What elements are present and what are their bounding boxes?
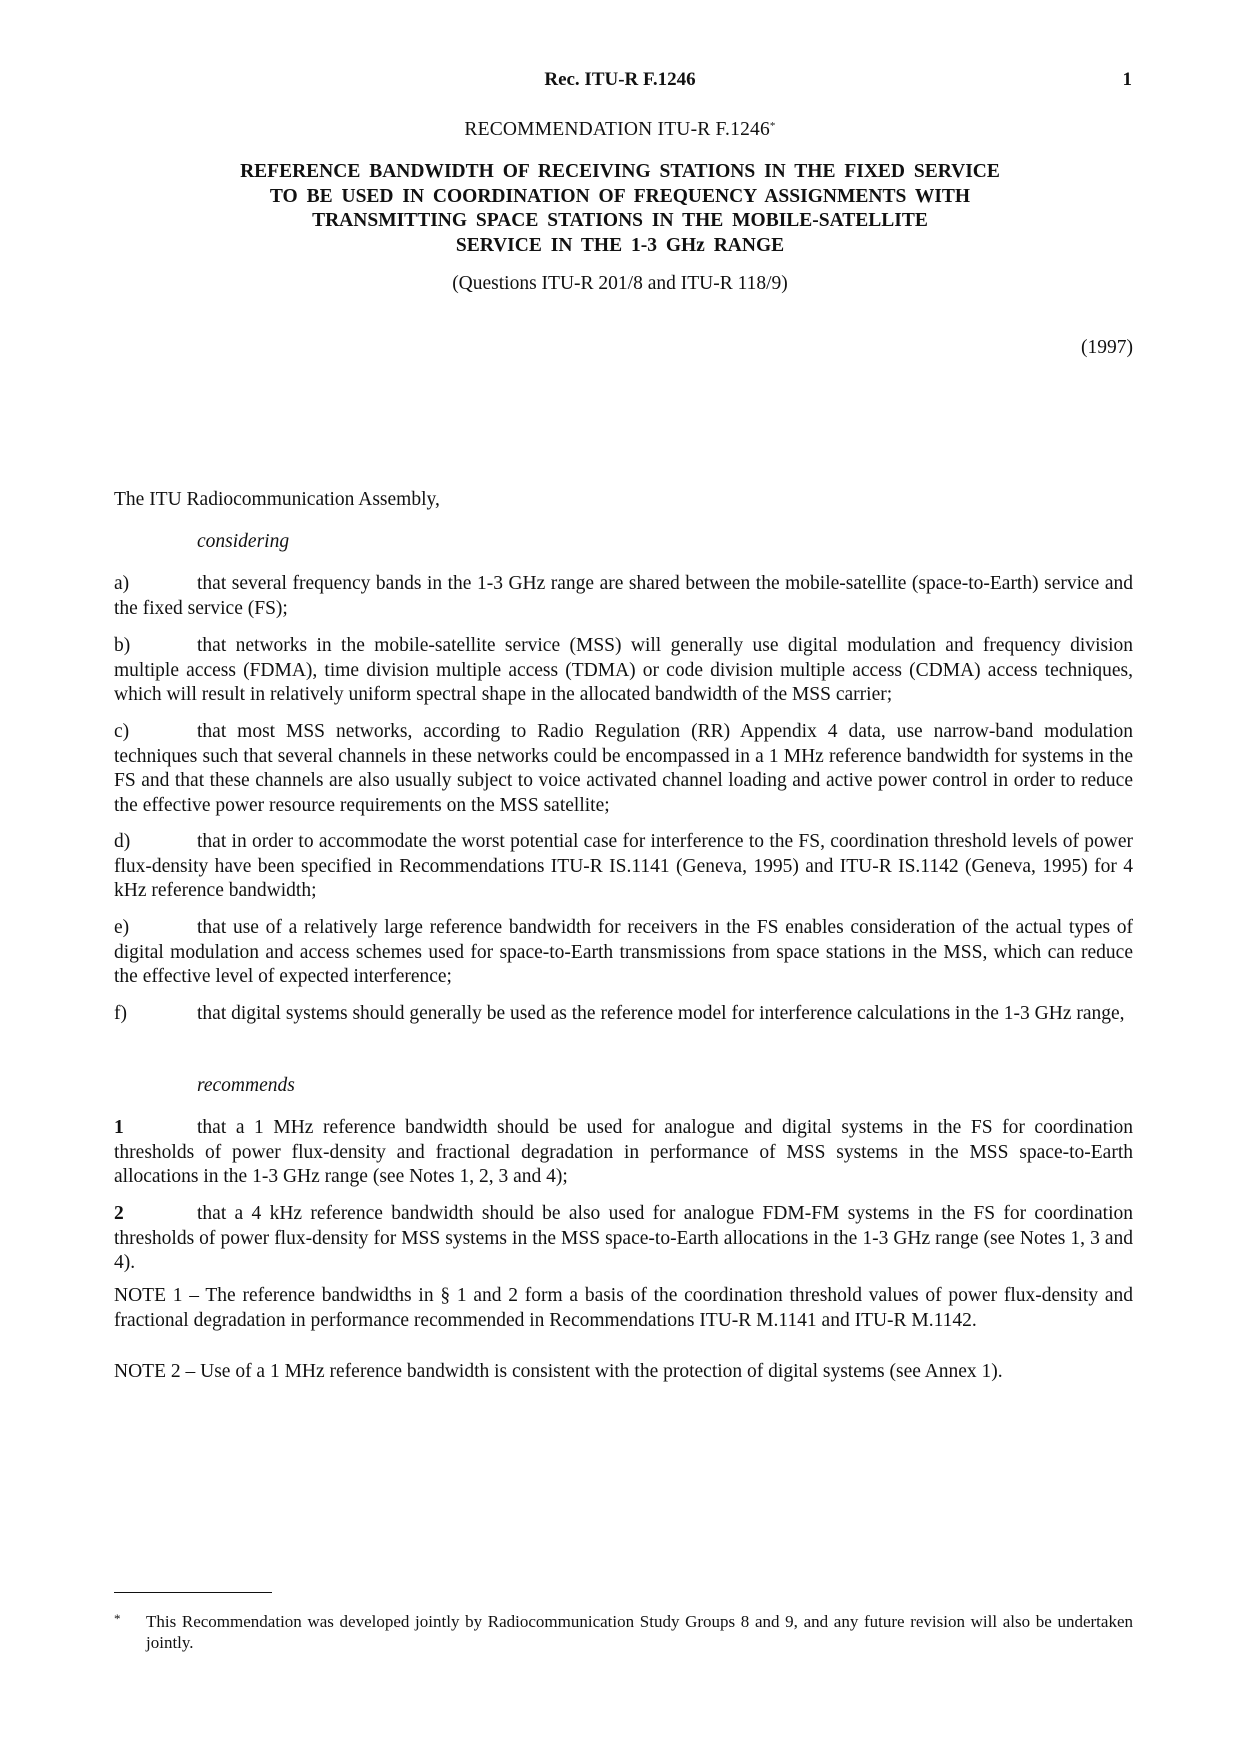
item-text: that in order to accommodate the worst potential case for interference to the FS, coordination threshold levels of power flux-density have been specified in Recommendations ITU-R IS.1141 (Geneva, 1995) and ITU-R IS.1142 (Geneva, 1995) for 4 kHz reference bandwidth; [114,831,1133,901]
recommends-item-1 [114,1116,1133,1190]
paragraph [114,916,1133,990]
considering-item-c [114,720,1133,818]
title-line: TO BE USED IN COORDINATION OF FREQUENCY ASSIGNMENTS WITH [269,185,971,207]
note-text: NOTE 2 – Use of a 1 MHz reference bandwidth is consistent with the protection of digital systems (see Annex 1). [114,1361,1003,1382]
considering-item-b [114,634,1133,708]
approval-year: (1997) [1081,337,1133,358]
recommendation-number [0,118,1240,143]
item-text: that several frequency bands in the 1-3 GHz range are shared between the mobile-satellite (space-to-Earth) service and the fixed service (FS); [114,573,1133,619]
paragraph [114,1116,1133,1190]
paragraph [114,1002,1133,1027]
footnote-reference-mark: * [769,120,776,132]
paragraph [114,1202,1133,1276]
assembly-line [114,488,1133,513]
running-title: Rec. ITU-R F.1246 [544,69,696,90]
item-text: that most MSS networks, according to Radio Regulation (RR) Appendix 4 data, use narrow-band modulation techniques such that several channels in these networks could be encompassed in a 1 MHz reference bandwidth for systems in the FS and that these channels are also usually subject to voice activated channel loading and active power control in order to reduce the effective power resource requirements on the MSS satellite; [114,721,1133,816]
page-number: 1 [1122,69,1132,90]
considering-item-f [114,1002,1133,1027]
item-label: b) [114,635,131,656]
footnote-mark: * [114,1611,121,1626]
item-text: that digital systems should generally be used as the reference model for interference calculations in the 1-3 GHz range, [197,1003,1125,1024]
assembly-text: The ITU Radiocommunication Assembly, [114,489,440,510]
considering-item-e [114,916,1133,990]
title-line: TRANSMITTING SPACE STATIONS IN THE MOBILE-SATELLITE [312,210,928,231]
item-label: c) [114,721,130,742]
running-header [0,68,1240,96]
item-text: that a 4 kHz reference bandwidth should be also used for analogue FDM-FM systems in the FS for coordination thresholds of power flux-density for MSS systems in the MSS space-to-Earth allocations in the 1-3 GHz range (see Notes 1, 3 and 4). [114,1203,1133,1273]
considering-item-d [114,830,1133,904]
item-label: f) [114,1003,127,1024]
considering-item-a [114,572,1133,621]
note-1 [114,1284,1133,1333]
considering-heading [114,530,1133,555]
recommends-item-2 [114,1202,1133,1276]
item-text: that networks in the mobile-satellite service (MSS) will generally use digital modulation and frequency division multiple access (FDMA), time division multiple access (TDMA) or code division multiple access (CDMA) access techniques, which will result in relatively uniform spectral shape in the allocated bandwidth of the MSS carrier; [114,635,1133,705]
footnote-separator [114,1592,272,1593]
item-label: a) [114,573,130,594]
item-label: e) [114,917,130,938]
note-2 [114,1360,1133,1385]
paragraph [114,720,1133,818]
item-label: 1 [114,1117,124,1138]
paragraph [114,830,1133,904]
item-text: that use of a relatively large reference bandwidth for receivers in the FS enables consideration of the actual types of digital modulation and access schemes used for space-to-Earth transmissions from space stations in the MSS, which can reduce the effective level of expected interference; [114,917,1133,987]
note-text: NOTE 1 – The reference bandwidths in § 1 and 2 form a basis of the coordination threshold values of power flux-density and fractional degradation in performance recommended in Recommendations ITU-R M.1141 and ITU-R M.1142. [114,1285,1133,1331]
considering-heading-text: considering [197,531,290,552]
document-title [0,160,1240,258]
recommends-heading-text: recommends [197,1075,295,1096]
item-text: that a 1 MHz reference bandwidth should be used for analogue and digital systems in the FS for coordination thresholds of power flux-density and fractional degradation in performance of MSS systems in the MSS space-to-Earth allocations in the 1-3 GHz range (see Notes 1, 2, 3 and 4); [114,1117,1133,1187]
questions-reference: (Questions ITU-R 201/8 and ITU-R 118/9) [452,273,788,294]
recommends-heading [114,1074,1133,1099]
title-line: SERVICE IN THE 1-3 GHz RANGE [455,234,785,256]
footnote-text: This Recommendation was developed jointly by Radiocommunication Study Groups 8 and 9, and any future revision will also be undertaken jointly. [146,1612,1133,1652]
item-label: d) [114,831,131,852]
footnote [114,1611,1133,1653]
item-label: 2 [114,1203,124,1224]
paragraph [114,634,1133,708]
paragraph [114,572,1133,621]
title-line: REFERENCE BANDWIDTH OF RECEIVING STATIONS IN THE FIXED SERVICE [240,161,1000,182]
recommendation-line: RECOMMENDATION ITU-R F.1246 [464,119,770,140]
